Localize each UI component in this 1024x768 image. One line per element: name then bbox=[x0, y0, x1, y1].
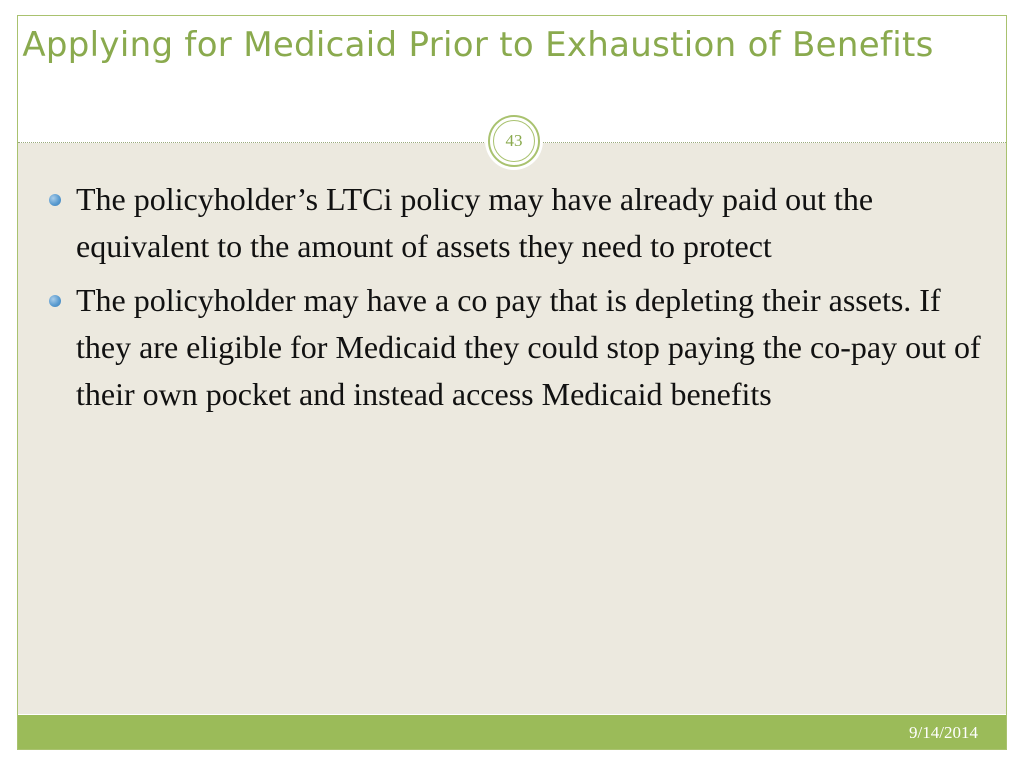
slide-number: 43 bbox=[493, 120, 535, 162]
footer-date: 9/14/2014 bbox=[909, 723, 978, 742]
footer-bar bbox=[18, 715, 1006, 749]
bullet-text: The policyholder’s LTCi policy may have already paid out the equivalent to the amount of assets they need to protect bbox=[76, 181, 874, 264]
slide-title: Applying for Medicaid Prior to Exhaustion of Benefits bbox=[22, 25, 934, 65]
bullet-item bbox=[48, 277, 983, 418]
bullet-dot-icon bbox=[49, 194, 61, 206]
bullet-dot-icon bbox=[49, 295, 61, 307]
bullet-text: The policyholder may have a co pay that is depleting their assets. If they are eligible for Medicaid they could stop paying the co-pay out of their own pocket and instead access Medicaid benefits bbox=[76, 282, 981, 412]
bullet-list bbox=[48, 176, 983, 425]
slide-number-badge bbox=[488, 115, 540, 167]
bullet-item bbox=[48, 176, 983, 270]
